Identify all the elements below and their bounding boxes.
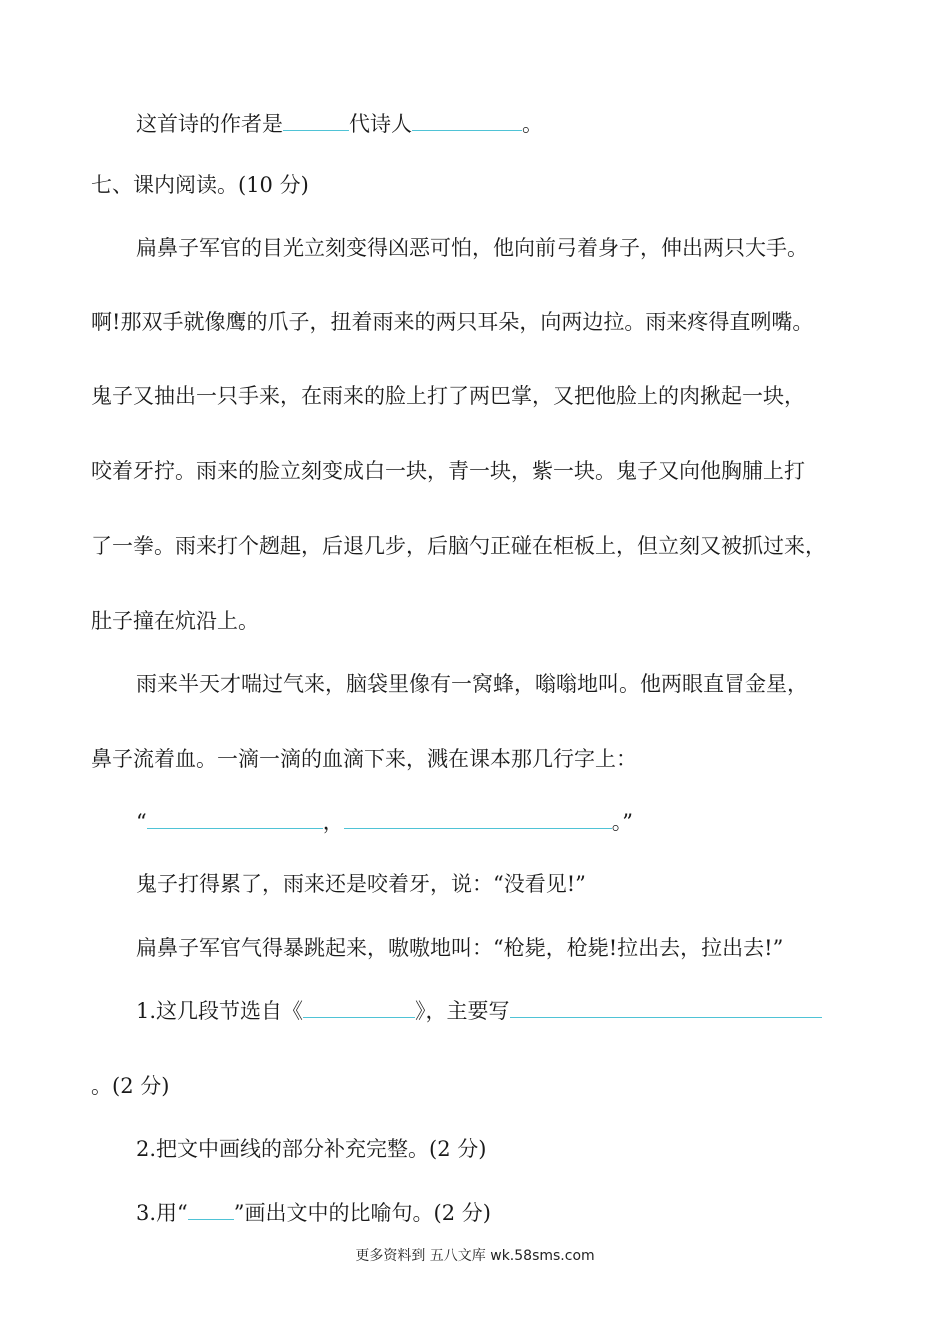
poet-name-blank[interactable] xyxy=(412,108,522,131)
question-3 xyxy=(136,1197,491,1228)
author-text-a: 这首诗的作者是 xyxy=(136,112,283,136)
passage-line-7: 雨来半天才喘过气来，脑袋里像有一窝蜂，嗡嗡地叫。他两眼直冒金星， xyxy=(136,672,808,696)
passage-line-1: 扁鼻子军官的目光立刻变得凶恶可怕，他向前弓着身子，伸出两只大手。 xyxy=(136,236,808,260)
passage-line-4: 咬着牙拧。雨来的脸立刻变成白一块，青一块，紫一块。鬼子又向他胸脯上打 xyxy=(91,459,805,483)
question-2: 2.把文中画线的部分补充完整。(2 分) xyxy=(136,1137,487,1161)
footer-watermark: 更多资料到 五八文库 wk.58sms.com xyxy=(355,1248,595,1264)
passage-line-5: 了一拳。雨来打个趔趄，后退几步，后脑勺正碰在柜板上，但立刻又被抓过来， xyxy=(91,534,826,558)
question-3-text-b: ”画出文中的比喻句。(2 分) xyxy=(233,1201,491,1225)
passage-line-10: 扁鼻子军官气得暴跳起来，嗷嗷地叫：“枪毙，枪毙!拉出去，拉出去!” xyxy=(136,936,784,960)
quote-open: “ xyxy=(136,810,147,834)
quote-comma: ， xyxy=(322,810,344,834)
section-title: 七、课内阅读。(10 分) xyxy=(91,173,309,197)
author-question xyxy=(136,108,543,139)
book-title-blank[interactable] xyxy=(303,995,415,1018)
author-text-c: 。 xyxy=(522,112,543,136)
underline-sample xyxy=(188,1197,234,1220)
quote-blank-1[interactable] xyxy=(147,806,323,829)
author-text-b: 代诗人 xyxy=(349,112,412,136)
quote-blank-2[interactable] xyxy=(344,806,612,829)
quote-fill-line xyxy=(136,806,633,837)
dynasty-blank[interactable] xyxy=(283,108,349,131)
passage-line-8: 鼻子流着血。一滴一滴的血滴下来，溅在课本那几行字上： xyxy=(91,747,637,771)
question-1-score: 。(2 分) xyxy=(91,1074,170,1098)
question-3-text-a: 3.用“ xyxy=(136,1201,188,1225)
passage-line-2: 啊!那双手就像鹰的爪子，扭着雨来的两只耳朵，向两边拉。雨来疼得直咧嘴。 xyxy=(91,310,814,334)
passage-line-3: 鬼子又抽出一只手来，在雨来的脸上打了两巴掌，又把他脸上的肉揪起一块， xyxy=(91,384,805,408)
question-1-text-b: 》，主要写 xyxy=(415,999,510,1023)
quote-close: 。” xyxy=(611,810,633,834)
question-1-text-a: 1.这几段节选自《 xyxy=(136,999,304,1023)
question-1 xyxy=(136,995,822,1026)
passage-line-6: 肚子撞在炕沿上。 xyxy=(91,609,259,633)
passage-line-9: 鬼子打得累了，雨来还是咬着牙，说：“没看见!” xyxy=(136,872,586,896)
summary-blank[interactable] xyxy=(510,995,822,1018)
